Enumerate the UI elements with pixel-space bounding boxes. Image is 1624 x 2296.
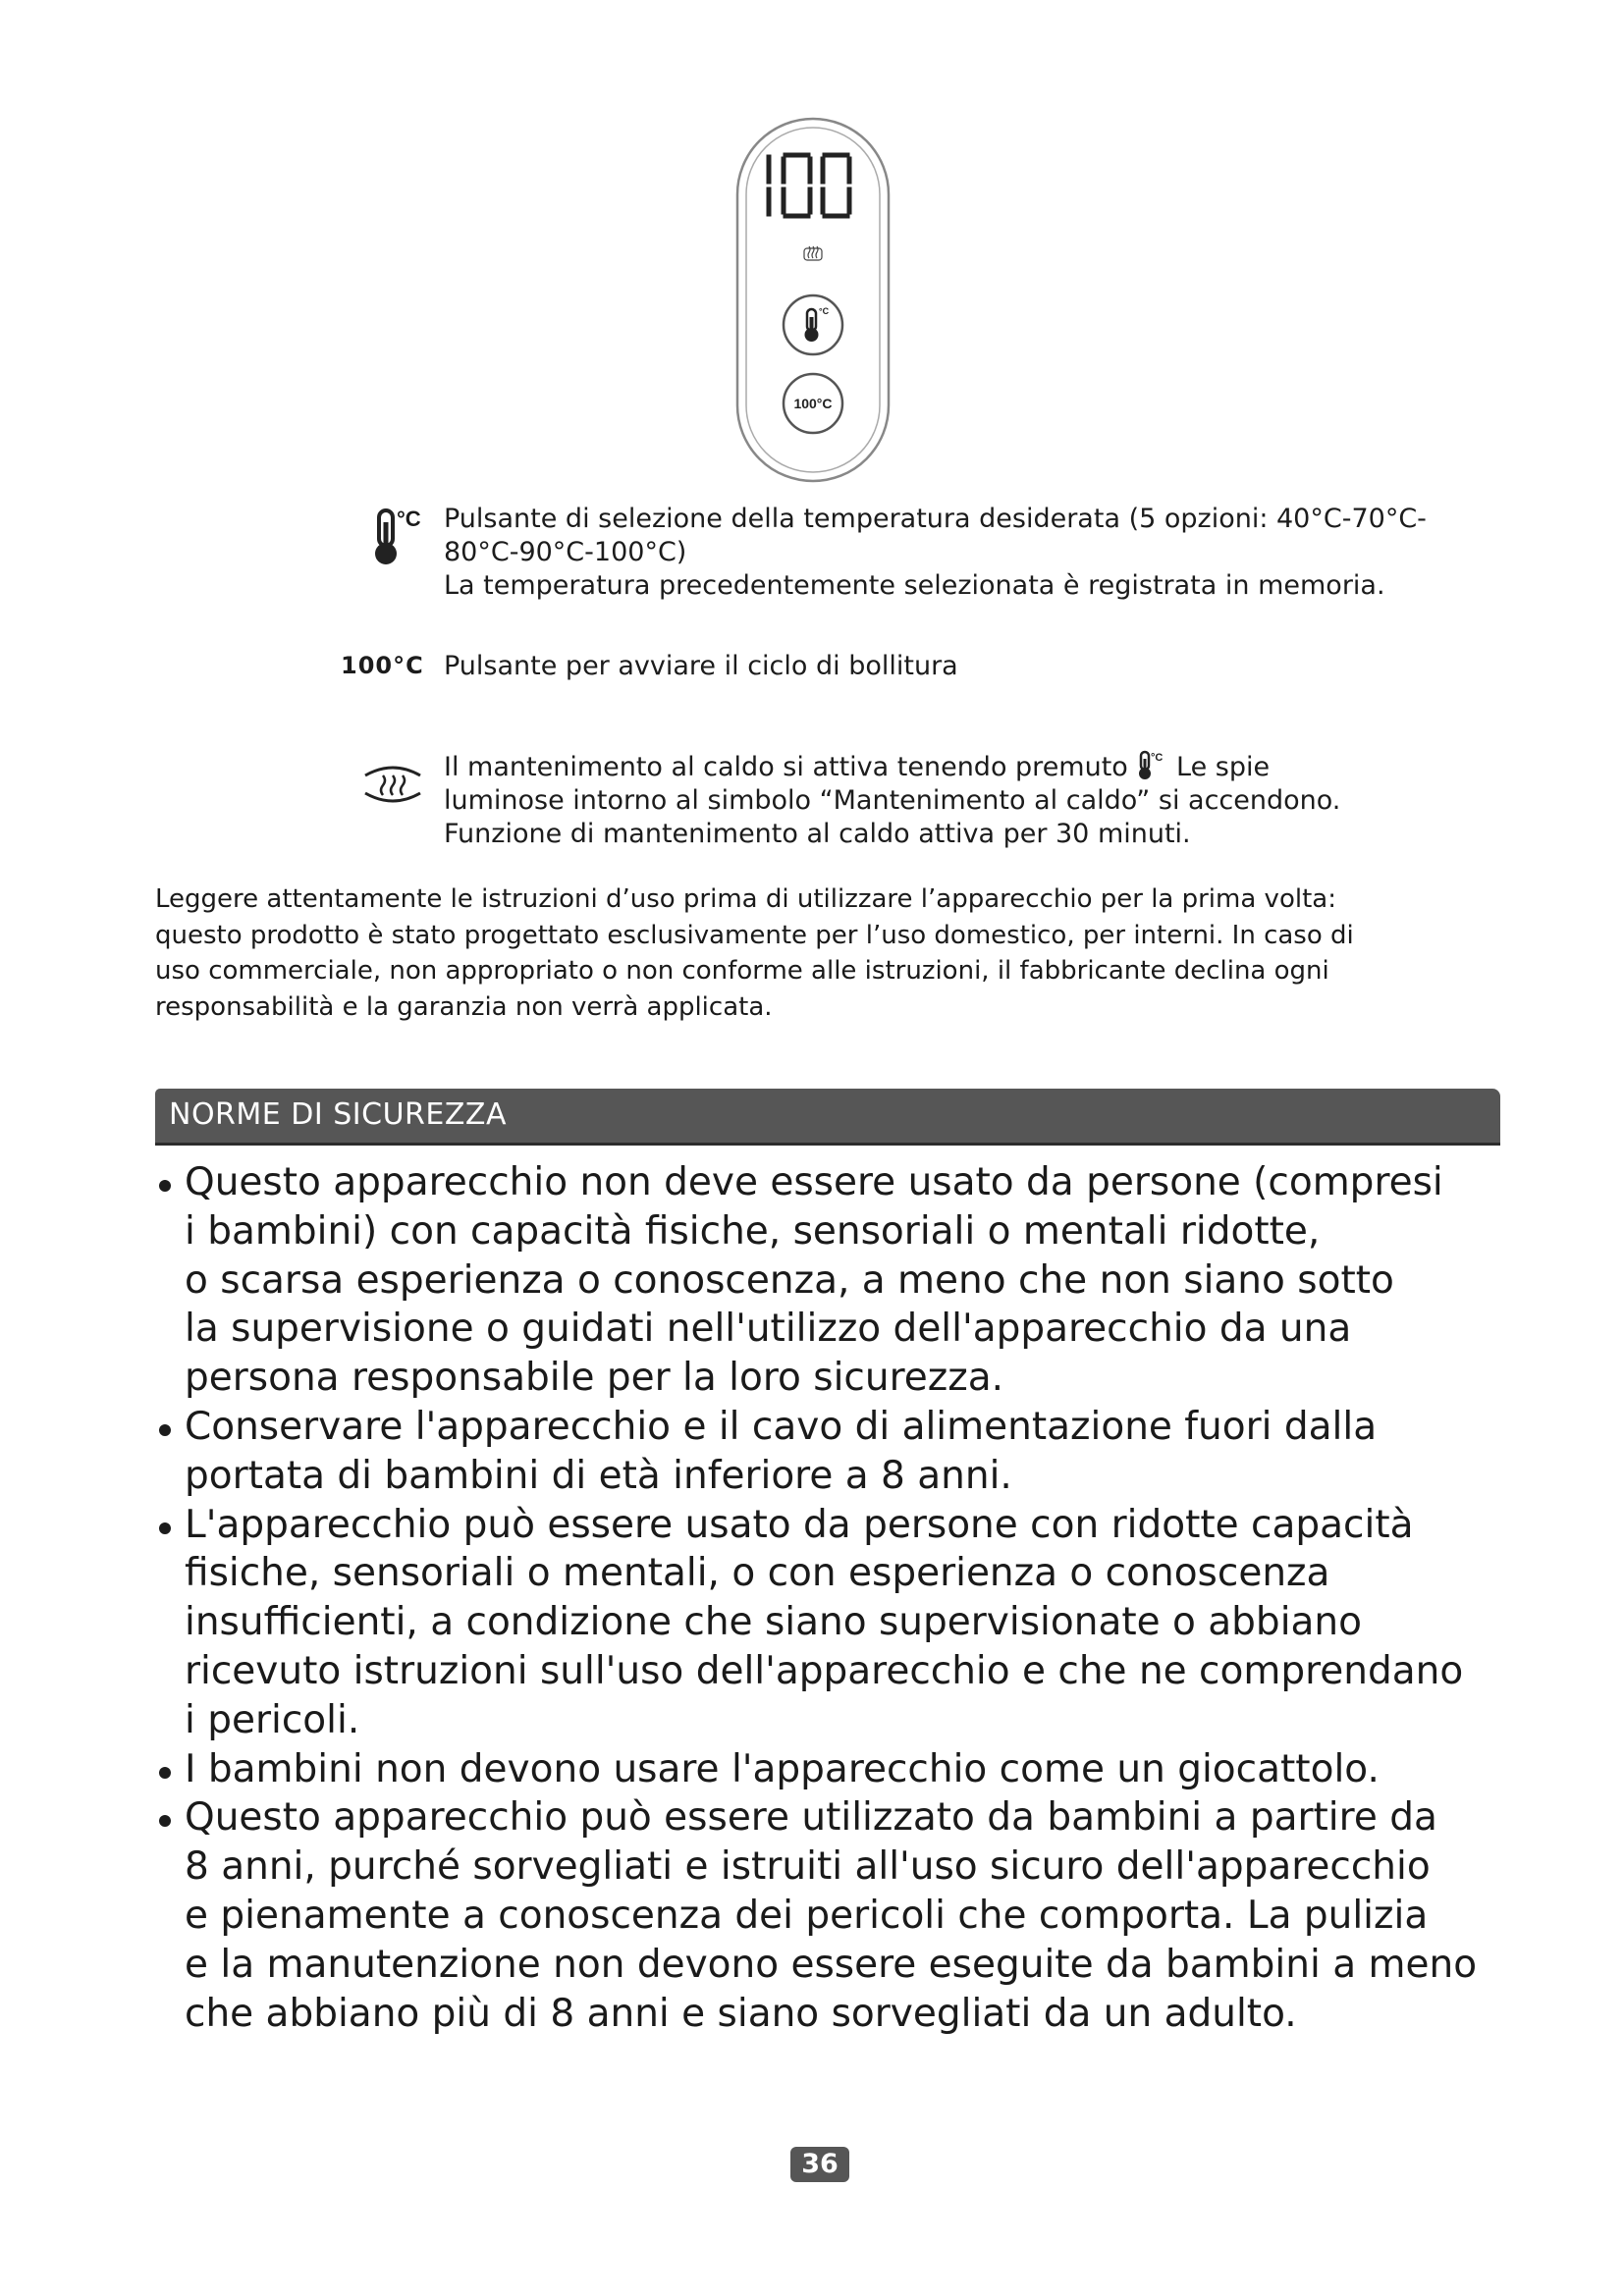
description-line	[444, 750, 1340, 784]
section-header	[155, 1089, 1500, 1143]
rule-line: persona responsabile per la loro sicurezza.	[185, 1356, 1004, 1401]
bullet-icon	[159, 1424, 171, 1436]
temp-unit-label: °C	[397, 507, 421, 531]
safety-rules-list	[155, 1158, 1477, 2038]
list-item	[155, 1745, 1477, 1794]
rule-line: Questo apparecchio non deve essere usato da persone (compresi	[185, 1160, 1443, 1204]
rule-line: Questo apparecchio può essere utilizzato da bambini a partire da	[185, 1795, 1437, 1841]
page-number: 36	[790, 2147, 849, 2182]
bullet-icon	[159, 1180, 171, 1192]
rule-line: e la manutenzione non devono essere eseguite da bambini a meno	[185, 1942, 1478, 1987]
section-title: NORME DI SICUREZZA	[169, 1097, 507, 1132]
bullet-icon	[159, 1522, 171, 1534]
bullet-icon	[159, 1767, 171, 1779]
rule-line: L'apparecchio può essere usato da persone con ridotte capacità	[185, 1502, 1414, 1547]
rule-line: ricevuto istruzioni sull'uso dell'apparecchio e che ne comprendano	[185, 1648, 1464, 1693]
keep-warm-text-before: Il mantenimento al caldo si attiva tenendo premuto	[444, 752, 1128, 782]
description-line: Pulsante di selezione della temperatura desiderata (5 opzioni: 40°C-70°C-	[444, 504, 1427, 534]
rule-line: la supervisione o guidati nell'utilizzo dell'apparecchio da una	[185, 1307, 1352, 1352]
thermometer-icon	[373, 507, 422, 569]
rule-line: che abbiano più di 8 anni e siano sorvegliati da un adulto.	[185, 1991, 1297, 2036]
paragraph-line: questo prodotto è stato progettato esclusivamente per l’uso domestico, per interni. In caso di	[155, 920, 1354, 950]
paragraph-line: uso commerciale, non appropriato o non conforme alle istruzioni, il fabbricante declina ogni	[155, 956, 1329, 986]
temp-unit-label: °C	[1151, 752, 1164, 764]
paragraph-line: Leggere attentamente le istruzioni d’uso prima di utilizzare l’apparecchio per la prima volta:	[155, 884, 1336, 914]
intro-paragraph	[155, 881, 1354, 1025]
boil-button-label: 100°C	[793, 396, 833, 411]
description-line: 80°C-90°C-100°C)	[444, 537, 687, 567]
rule-line: i pericoli.	[185, 1697, 360, 1742]
description-line: La temperatura precedentemente selezionata è registrata in memoria.	[444, 570, 1385, 601]
bullet-icon	[159, 1815, 171, 1827]
control-panel-illustration	[734, 116, 892, 484]
boil-button[interactable]	[784, 374, 842, 433]
boil-button-label: 100°C	[341, 652, 424, 679]
rule-line: insufficienti, a condizione che siano supervisionate o abbiano	[185, 1600, 1363, 1645]
rule-line: e pienamente a conoscenza dei pericoli che comporta. La pulizia	[185, 1893, 1429, 1938]
temperature-button-description	[444, 503, 1427, 603]
paragraph-line: responsabilità e la garanzia non verrà applicata.	[155, 991, 773, 1022]
rule-line: portata di bambini di età inferiore a 8 anni.	[185, 1453, 1012, 1498]
keep-warm-text-after: Le spie	[1176, 752, 1271, 782]
list-item	[155, 1793, 1477, 2038]
keep-warm-icon	[361, 756, 424, 811]
rule-line: fisiche, sensoriali o mentali, o con esperienza o conoscenza	[185, 1551, 1330, 1596]
rule-line: 8 anni, purché sorvegliati e istruiti all'uso sicuro dell'apparecchio	[185, 1844, 1431, 1890]
description-line: luminose intorno al simbolo “Mantenimento al caldo” si accendono.	[444, 785, 1341, 816]
keep-warm-description	[444, 750, 1340, 851]
boil-button-description	[444, 650, 958, 683]
temp-unit-label: °C	[819, 306, 830, 316]
rule-line: I bambini non devono usare l'apparecchio come un giocattolo.	[185, 1746, 1380, 1791]
description-line: Funzione di mantenimento al caldo attiva per 30 minuti.	[444, 819, 1191, 849]
rule-line: o scarsa esperienza o conoscenza, a meno che non siano sotto	[185, 1257, 1394, 1303]
temperature-select-button[interactable]	[784, 295, 842, 354]
kettle-control-panel	[734, 116, 892, 484]
rule-line: i bambini) con capacità fisiche, sensoriali o mentali ridotte,	[185, 1208, 1321, 1254]
thermometer-icon	[1138, 750, 1165, 781]
list-item	[155, 1158, 1477, 1403]
rule-line: Conservare l'apparecchio e il cavo di alimentazione fuori dalla	[185, 1404, 1378, 1449]
description-line: Pulsante per avviare il ciclo di bollitura	[444, 651, 958, 681]
list-item	[155, 1501, 1477, 1745]
list-item	[155, 1403, 1477, 1501]
